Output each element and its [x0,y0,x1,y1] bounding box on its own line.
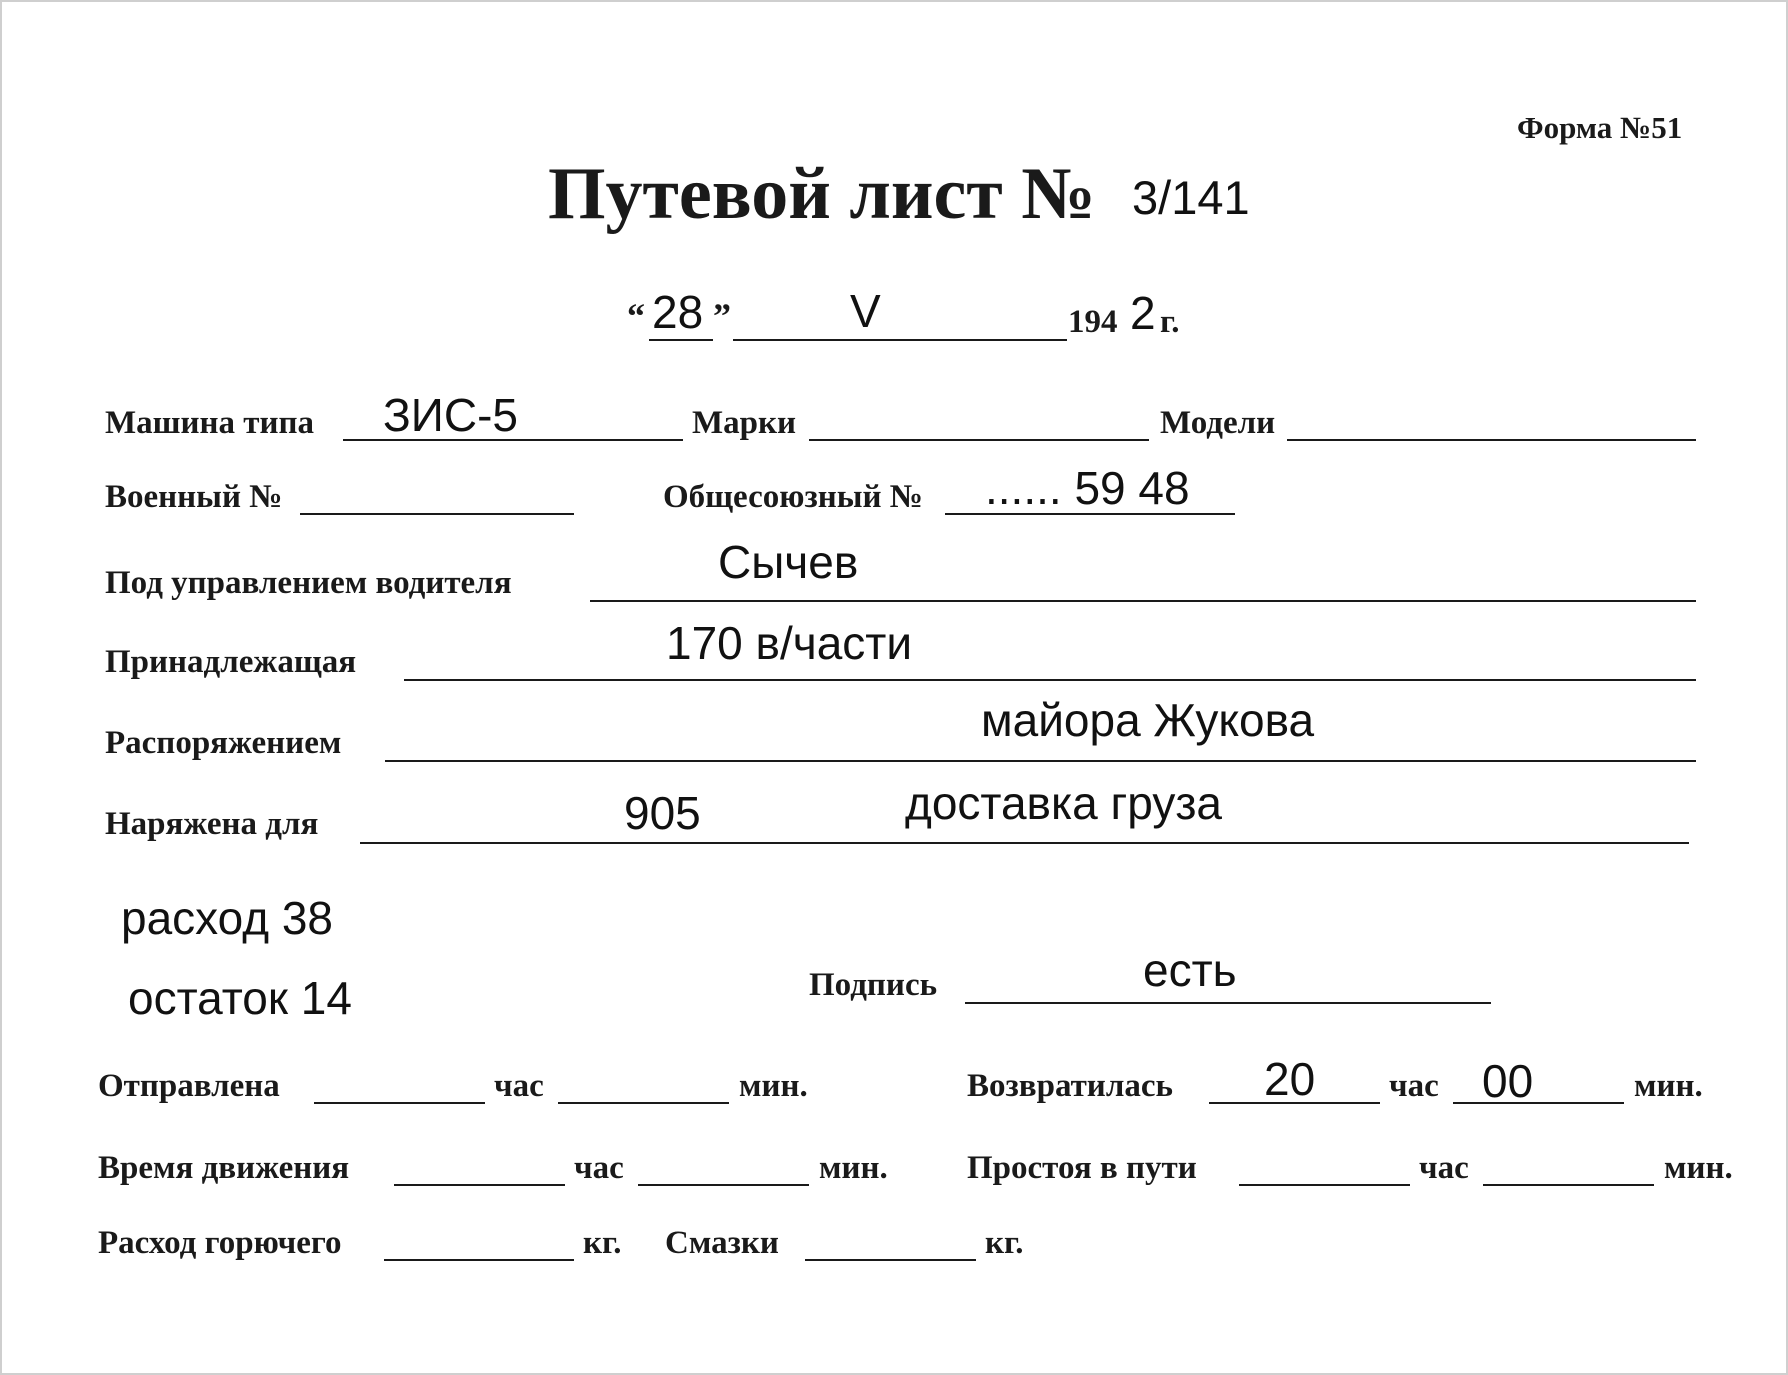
vehicle-type-value: ЗИС-5 [383,389,518,441]
idle-hour-line [1239,1184,1410,1186]
date-month: V [850,285,881,337]
idle-hour-label: час [1419,1150,1469,1186]
assigned-value-number: 905 [624,787,701,839]
departed-label: Отправлена [98,1068,280,1104]
date-month-line [733,339,1067,341]
idle-min-label: мин. [1664,1150,1733,1186]
belongs-line [404,679,1696,681]
returned-min-line [1453,1102,1624,1104]
departed-hour-label: час [494,1068,544,1104]
lubricant-label: Смазки [665,1225,779,1261]
date-day-line [649,339,713,341]
idle-min-line [1483,1184,1654,1186]
form-title: Путевой лист № [548,153,1096,235]
union-number-value: ...... 59 48 [985,462,1190,514]
assigned-label: Наряжена для [105,806,319,842]
returned-min-label: мин. [1634,1068,1703,1104]
union-number-line [945,513,1235,515]
departed-min-line [558,1102,729,1104]
signature-line [965,1002,1491,1004]
travel-hour-label: час [574,1150,624,1186]
returned-label: Возвратилась [967,1068,1173,1104]
returned-hour-line [1209,1102,1380,1104]
vehicle-model-label: Модели [1160,405,1276,441]
departed-hour-line [314,1102,485,1104]
signature-value: есть [1143,944,1237,996]
lubricant-line [805,1259,976,1261]
fuel-label: Расход горючего [98,1225,342,1261]
travel-hour-line [394,1184,565,1186]
signature-label: Подпись [809,967,938,1003]
vehicle-type-label: Машина типа [105,405,315,441]
fuel-line [384,1259,574,1261]
note-consumption: расход 38 [121,892,334,944]
vehicle-model-line [1287,439,1696,441]
vehicle-type-line [343,439,683,441]
note-remainder: остаток 14 [128,972,352,1024]
date-year-digit: 2 [1130,287,1156,339]
assigned-value-purpose: доставка груза [905,777,1223,829]
returned-min-value: 00 [1482,1055,1534,1107]
vehicle-brand-line [809,439,1149,441]
order-value: майора Жукова [981,694,1315,746]
order-label: Распоряжением [105,725,342,761]
fuel-unit: кг. [583,1225,622,1261]
waybill-number: 3/141 [1132,171,1250,224]
date-open-quote: “ [627,296,645,336]
date-close-quote: ” [713,296,731,336]
returned-hour-label: час [1389,1068,1439,1104]
military-number-line [300,513,574,515]
military-number-label: Военный № [105,479,283,515]
returned-hour-value: 20 [1264,1053,1316,1105]
date-year-prefix: 194 [1068,304,1118,340]
order-line [385,760,1696,762]
idle-label: Простоя в пути [967,1150,1197,1186]
travel-min-label: мин. [819,1150,888,1186]
travel-min-line [638,1184,809,1186]
travel-time-label: Время движения [98,1150,350,1186]
vehicle-brand-label: Марки [692,405,797,441]
date-day: 28 [652,286,704,338]
driver-line [590,600,1696,602]
date-year-suffix: г. [1160,304,1180,340]
departed-min-label: мин. [739,1068,808,1104]
form-number-label: Форма №51 [1517,110,1683,145]
driver-label: Под управлением водителя [105,565,512,601]
lubricant-unit: кг. [985,1225,1024,1261]
driver-value: Сычев [718,536,859,588]
assigned-line [360,842,1689,844]
belongs-value: 170 в/части [666,617,913,669]
belongs-label: Принадлежащая [105,644,357,680]
union-number-label: Общесоюзный № [663,479,923,515]
